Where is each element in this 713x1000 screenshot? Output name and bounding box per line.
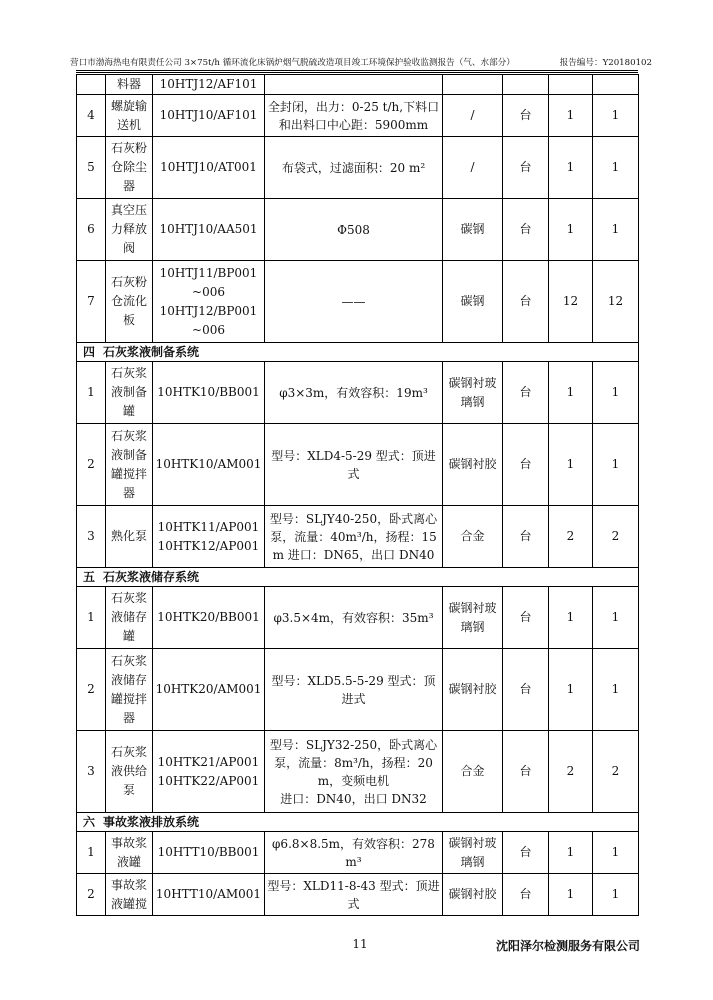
table-row [77,75,639,95]
table-row [77,506,639,568]
cell-no: 1 [77,362,106,424]
cell-spec: φ3×3m，有效容积：19m³ [265,362,443,424]
report-header-title: 营口市渤海热电有限责任公司 3×75t/h 循环流化床锅炉烟气脱硫改造项目竣工环境保护验收监测报告（气、水部分） [70,58,515,68]
table-row [77,424,639,506]
cell-unit: 台 [503,424,549,506]
cell-no: 2 [77,649,106,731]
cell-qty: 1 [593,137,639,199]
cell-spec [265,75,443,95]
cell-material [443,75,503,95]
cell-name: 石灰浆液制备罐搅拌器 [106,424,153,506]
table-row [77,587,639,649]
cell-code [153,506,265,568]
cell-qty: 1 [549,424,593,506]
table-row [77,137,639,199]
cell-qty: 1 [593,95,639,137]
cell-material: 碳钢衬玻璃钢 [443,362,503,424]
code-line: 10HTK12/AP001 [157,538,260,553]
cell-qty: 2 [593,506,639,568]
cell-unit: 台 [503,874,549,916]
cell-spec: 型号：XLD5.5-5-29 型式：顶进式 [265,649,443,731]
cell-material: / [443,95,503,137]
cell-unit: 台 [503,832,549,874]
header-rule [76,70,638,71]
cell-unit: 台 [503,506,549,568]
header-rule-thin [76,72,638,73]
cell-qty: 1 [593,832,639,874]
cell-qty: 12 [593,261,639,343]
cell-qty: 1 [593,587,639,649]
cell-spec: —— [265,261,443,343]
cell-name: 事故浆液罐 [106,832,153,874]
cell-no: 1 [77,587,106,649]
cell-spec: Φ508 [265,199,443,261]
cell-qty: 2 [549,731,593,813]
cell-qty: 1 [549,362,593,424]
cell-code: 10HTJ10/AA501 [153,199,265,261]
cell-no: 3 [77,731,106,813]
code-line: 10HTJ12/BP001~006 [159,303,258,337]
cell-qty: 12 [549,261,593,343]
code-line: 10HTK21/AP001 [157,754,260,769]
cell-code: 10HTT10/AM001 [153,874,265,916]
cell-qty: 1 [593,874,639,916]
cell-qty [549,75,593,95]
section-row [77,568,639,587]
code-line: 10HTJ11/BP001~006 [159,265,258,299]
cell-qty: 1 [549,137,593,199]
cell-material: 合金 [443,506,503,568]
cell-name: 螺旋输送机 [106,95,153,137]
cell-code: 10HTT10/BB001 [153,832,265,874]
spec-line: 进口：DN40，出口 DN32 [280,791,427,806]
cell-unit: 台 [503,137,549,199]
cell-unit: 台 [503,362,549,424]
section-heading [77,343,639,362]
cell-spec: φ6.8×8.5m，有效容积：278m³ [265,832,443,874]
cell-spec: φ3.5×4m，有效容积：35m³ [265,587,443,649]
cell-name: 石灰浆液储存罐搅拌器 [106,649,153,731]
cell-name: 石灰浆液制备罐 [106,362,153,424]
cell-spec [265,731,443,813]
cell-material: 碳钢 [443,261,503,343]
section-title: 石灰浆液制备系统 [103,345,200,359]
cell-code: 10HTK10/AM001 [153,424,265,506]
cell-name: 石灰粉仓除尘器 [106,137,153,199]
cell-qty [593,75,639,95]
section-row [77,343,639,362]
cell-no: 6 [77,199,106,261]
section-number: 五 [83,570,96,584]
cell-spec: 布袋式，过滤面积：20 m² [265,137,443,199]
cell-name: 石灰浆液供给泵 [106,731,153,813]
cell-unit: 台 [503,587,549,649]
cell-qty: 1 [593,424,639,506]
cell-qty: 2 [549,506,593,568]
cell-qty: 1 [593,362,639,424]
cell-name: 石灰浆液储存罐 [106,587,153,649]
section-number: 六 [83,815,96,829]
equipment-table [76,74,639,916]
section-number: 四 [83,345,96,359]
cell-qty: 1 [593,649,639,731]
cell-no [77,75,106,95]
cell-name: 真空压力释放阀 [106,199,153,261]
cell-qty: 2 [593,731,639,813]
cell-no: 4 [77,95,106,137]
cell-unit: 台 [503,731,549,813]
cell-name: 石灰粉仓流化板 [106,261,153,343]
cell-name: 料器 [106,75,153,95]
table-row [77,649,639,731]
cell-unit: 台 [503,261,549,343]
table-row [77,261,639,343]
cell-material: / [443,137,503,199]
cell-code: 10HTK20/AM001 [153,649,265,731]
code-line: 10HTK11/AP001 [157,519,260,534]
cell-spec: 型号：SLJY40-250，卧式离心泵，流量：40m³/h，扬程：15m 进口：DN65，出口 DN40 [265,506,443,568]
company-name: 沈阳泽尔检测服务有限公司 [495,939,640,953]
table-row [77,199,639,261]
cell-code: 10HTK20/BB001 [153,587,265,649]
spec-line: 型号：SLJY32-250，卧式离心泵，流量：8m³/h，扬程：20m，变频电机 [269,737,438,788]
cell-qty: 1 [549,649,593,731]
cell-code [153,731,265,813]
section-row [77,813,639,832]
cell-no: 1 [77,832,106,874]
cell-material: 碳钢衬玻璃钢 [443,587,503,649]
section-title: 石灰浆液储存系统 [103,570,200,584]
cell-code: 10HTJ10/AT001 [153,137,265,199]
cell-qty: 1 [593,199,639,261]
table-row [77,95,639,137]
cell-spec: 型号：XLD4-5-29 型式：顶进式 [265,424,443,506]
table-row [77,874,639,916]
cell-material: 合金 [443,731,503,813]
cell-no: 2 [77,424,106,506]
cell-qty: 1 [549,874,593,916]
report-number: 报告编号：Y20180102 [559,58,652,68]
table-row [77,832,639,874]
cell-material: 碳钢 [443,199,503,261]
cell-name: 熟化泵 [106,506,153,568]
cell-code: 10HTJ12/AF101 [153,75,265,95]
cell-material: 碳钢衬胶 [443,424,503,506]
cell-qty: 1 [549,95,593,137]
cell-qty: 1 [549,199,593,261]
cell-material: 碳钢衬玻璃钢 [443,832,503,874]
table-row [77,362,639,424]
cell-unit: 台 [503,95,549,137]
code-line: 10HTK22/AP001 [157,773,260,788]
cell-unit [503,75,549,95]
cell-qty: 1 [549,587,593,649]
cell-no: 2 [77,874,106,916]
cell-no: 3 [77,506,106,568]
section-heading [77,813,639,832]
cell-code: 10HTK10/BB001 [153,362,265,424]
cell-qty: 1 [549,832,593,874]
cell-name: 事故浆液罐搅 [106,874,153,916]
cell-unit: 台 [503,199,549,261]
section-title: 事故浆液排放系统 [103,815,200,829]
cell-spec: 型号：XLD11-8-43 型式：顶进式 [265,874,443,916]
cell-code [153,261,265,343]
cell-code: 10HTJ10/AF101 [153,95,265,137]
cell-unit: 台 [503,649,549,731]
cell-no: 7 [77,261,106,343]
cell-no: 5 [77,137,106,199]
cell-spec: 全封闭，出力：0-25 t/h,下料口和出料口中心距：5900mm [265,95,443,137]
section-heading [77,568,639,587]
cell-material: 碳钢衬胶 [443,649,503,731]
table-row [77,731,639,813]
page-number: 11 [352,937,368,951]
cell-material: 碳钢衬胶 [443,874,503,916]
